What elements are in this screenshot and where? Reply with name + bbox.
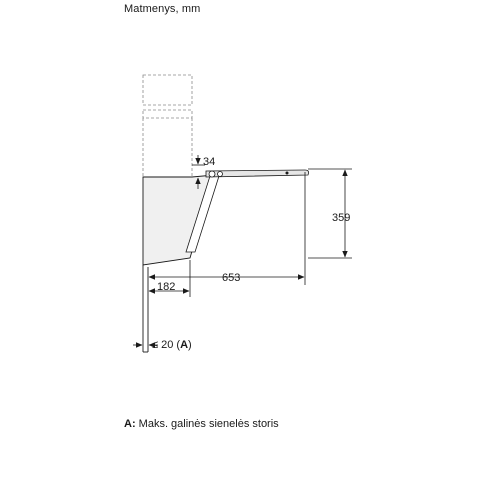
glass-pin	[286, 172, 289, 175]
footnote-key: A:	[124, 418, 136, 430]
dimension-label-wall: ≤ 20 (A)	[152, 339, 192, 351]
wall	[143, 265, 148, 352]
chimney-outline	[143, 75, 192, 177]
footnote	[124, 418, 279, 430]
dimension-label-653: 653	[222, 272, 241, 284]
hinge-circle	[209, 171, 215, 177]
dimension-label-34: 34	[203, 156, 216, 168]
dimension-label-182: 182	[157, 281, 176, 293]
page-title: Matmenys, mm	[124, 3, 201, 15]
hinge-circle	[218, 172, 223, 177]
footnote-text: Maks. galinės sienelės storis	[135, 418, 279, 430]
dimension-label-359: 359	[332, 212, 351, 224]
